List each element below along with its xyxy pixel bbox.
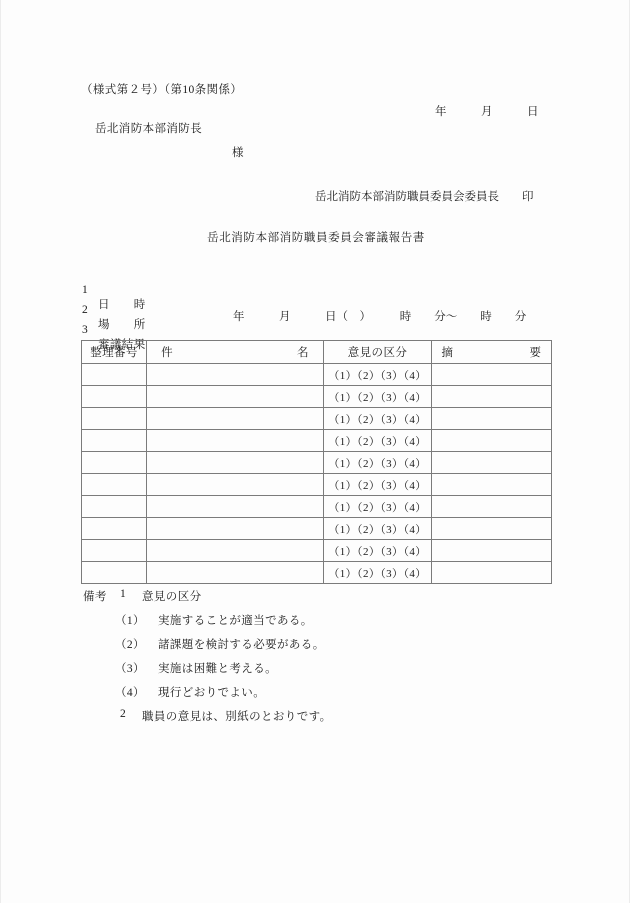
cell-note[interactable] [432, 496, 552, 518]
cell-category[interactable]: （1）（2）（3）（4） [324, 496, 432, 518]
header-seq [82, 341, 147, 364]
cell-category[interactable]: （1）（2）（3）（4） [324, 386, 432, 408]
item-result-label: 審議結果 [98, 339, 146, 351]
cell-note[interactable] [432, 540, 552, 562]
cell-note[interactable] [432, 430, 552, 452]
cell-name[interactable] [147, 496, 324, 518]
cell-seq[interactable] [82, 474, 147, 496]
cell-seq[interactable] [82, 562, 147, 584]
remarks-sub-1-text: 実施することが適当である。 [158, 615, 313, 627]
header-category-label: 意見の区分 [347, 347, 408, 359]
cell-category[interactable]: （1）（2）（3）（4） [324, 430, 432, 452]
header-name [147, 341, 324, 364]
remarks-item-2-number: 2 [120, 708, 127, 720]
remarks-item-2-text: 職員の意見は、別紙のとおりです。 [142, 711, 332, 723]
table-row [82, 518, 552, 540]
form-body [1, 0, 630, 903]
remarks-sub-2-text: 諸課題を検討する必要がある。 [158, 639, 325, 651]
cell-seq[interactable] [82, 408, 147, 430]
cell-category[interactable]: （1）（2）（3）（4） [324, 562, 432, 584]
table-row [82, 540, 552, 562]
cell-seq[interactable] [82, 496, 147, 518]
cell-seq[interactable] [82, 364, 147, 386]
cell-name[interactable] [147, 430, 324, 452]
table-row [82, 386, 552, 408]
cell-note[interactable] [432, 518, 552, 540]
cell-name[interactable] [147, 562, 324, 584]
cell-category[interactable]: （1）（2）（3）（4） [324, 540, 432, 562]
cell-seq[interactable] [82, 540, 147, 562]
item-datetime-value: 年 月 日（ ） 時 分～ 時 分 [233, 311, 527, 323]
item-place-label: 場 所 [98, 319, 146, 331]
cell-name[interactable] [147, 474, 324, 496]
cell-category[interactable]: （1）（2）（3）（4） [324, 408, 432, 430]
remarks-label: 備考 [83, 591, 107, 603]
remarks-sub-3-text: 実施は困難と考える。 [158, 663, 277, 675]
table-body [82, 364, 552, 584]
cell-note[interactable] [432, 364, 552, 386]
cell-seq[interactable] [82, 452, 147, 474]
cell-name[interactable] [147, 540, 324, 562]
header-category [324, 341, 432, 364]
cell-category[interactable]: （1）（2）（3）（4） [324, 518, 432, 540]
cell-name[interactable] [147, 386, 324, 408]
header-seq-label: 整理番号 [90, 347, 138, 359]
table-row [82, 562, 552, 584]
item-datetime-number: 1 [82, 284, 89, 296]
remarks-sub-1-mark: （1） [115, 615, 145, 627]
remarks-sub-3-mark: （3） [115, 663, 145, 675]
header-note [432, 341, 552, 364]
table-header-row [82, 341, 552, 364]
item-datetime-label: 日 時 [98, 299, 146, 311]
cell-note[interactable] [432, 386, 552, 408]
cell-seq[interactable] [82, 430, 147, 452]
table-row [82, 452, 552, 474]
addressee: 岳北消防本部消防長 [95, 123, 203, 135]
remarks-sub-4-text: 現行どおりでよい。 [158, 687, 266, 699]
cell-name[interactable] [147, 364, 324, 386]
table-row [82, 430, 552, 452]
cell-note[interactable] [432, 562, 552, 584]
cell-note[interactable] [432, 474, 552, 496]
remarks-sub-4-mark: （4） [115, 687, 145, 699]
table-row [82, 474, 552, 496]
remarks-item-1-text: 意見の区分 [142, 591, 202, 603]
cell-category[interactable]: （1）（2）（3）（4） [324, 474, 432, 496]
cell-seq[interactable] [82, 386, 147, 408]
cell-category[interactable]: （1）（2）（3）（4） [324, 452, 432, 474]
document-title: 岳北消防本部消防職員委員会審議報告書 [207, 232, 425, 244]
table-row [82, 408, 552, 430]
remarks-item-1-number: 1 [120, 588, 127, 600]
cell-name[interactable] [147, 452, 324, 474]
header-name-label: 件 名 [161, 347, 309, 359]
cell-note[interactable] [432, 408, 552, 430]
header-note-label: 摘 要 [441, 347, 542, 359]
signer-line: 岳北消防本部消防職員委員会委員長 印 [315, 191, 534, 203]
remarks-sub-2-mark: （2） [115, 639, 145, 651]
item-place-number: 2 [82, 304, 89, 316]
cell-name[interactable] [147, 518, 324, 540]
date-line: 年 月 日 [435, 106, 539, 118]
table-row [82, 364, 552, 386]
cell-category[interactable]: （1）（2）（3）（4） [324, 364, 432, 386]
item-result-number: 3 [82, 324, 89, 336]
deliberation-table [81, 340, 552, 584]
cell-seq[interactable] [82, 518, 147, 540]
form-number: （様式第２号）（第10条関係） [81, 84, 243, 96]
addressee-honorific: 様 [232, 147, 244, 159]
cell-note[interactable] [432, 452, 552, 474]
table-row [82, 496, 552, 518]
cell-name[interactable] [147, 408, 324, 430]
